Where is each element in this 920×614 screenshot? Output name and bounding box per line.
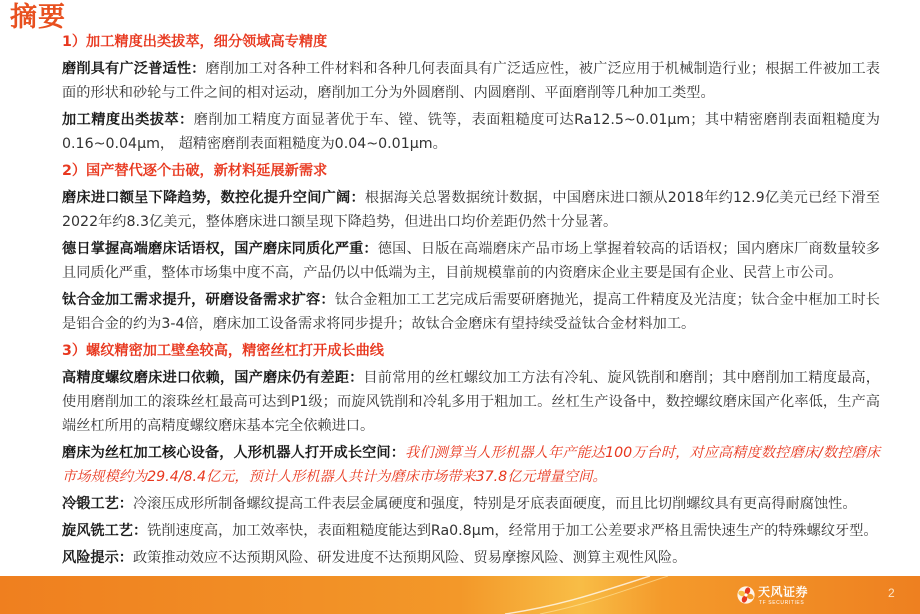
page-number: 2 bbox=[888, 586, 895, 600]
paragraph-text: 政策推动效应不达预期风险、研发进度不达预期风险、贸易摩擦风险、测算主观性风险。 bbox=[132, 550, 687, 566]
paragraph-text: 钛合金粗加工工艺完成后需要研磨抛光，提高工件精度及光洁度；钛合金中框加工时长是铝合金的约为3-4倍，磨床加工设备需求将同步提升；故钛合金磨床有望持续受益钛合金材料加工。 bbox=[62, 292, 880, 332]
paragraph-lead: 旋风铣工艺： bbox=[62, 523, 148, 539]
paragraph-lead: 高精度螺纹磨床进口依赖，国产磨床仍有差距： bbox=[62, 370, 364, 386]
paragraph-import-decline bbox=[62, 186, 880, 234]
paragraph-lead: 冷锻工艺： bbox=[62, 496, 133, 512]
paragraph-text: 德国、日版在高端磨床产品市场上掌握着较高的话语权；国内磨床厂商数量较多且同质化严重，整体市场集中度不高，产品仍以中低端为主，目前规模靠前的内资磨床企业主要是国有企业、民营上市公司。 bbox=[62, 241, 880, 281]
paragraph-precision bbox=[62, 108, 880, 156]
paragraph-lead: 磨床进口额呈下降趋势，数控化提升空间广阔： bbox=[62, 190, 365, 206]
paragraph-text: 铣削速度高，加工效率快，表面粗糙度能达到Ra0.8μm，经常用于加工公差要求严格且需快速生产的特殊螺纹牙型。 bbox=[147, 523, 878, 539]
brand-name-en: TF SECURITIES bbox=[759, 600, 805, 606]
paragraph-lead: 磨床为丝杠加工核心设备，人形机器人打开成长空间： bbox=[62, 445, 405, 461]
paragraph-text: 磨削加工精度方面显著优于车、镗、铣等，表面粗糙度可达Ra12.5~0.01μm；其中精密磨削表面粗糙度为0.16~0.04μm， 超精密磨削表面粗糙度为0.04~0.01μm。 bbox=[62, 112, 880, 152]
summary-content bbox=[62, 30, 880, 573]
paragraph-grinding-universality bbox=[62, 57, 880, 105]
section-heading-2: 2）国产替代逐个击破，新材料延展新需求 bbox=[62, 163, 328, 179]
paragraph-text: 磨削加工对各种工件材料和各种几何表面具有广泛适应性，被广泛应用于机械制造行业；根据工件被加工表面的形状和砂轮与工件之间的相对运动，磨削加工分为外圆磨削、内圆磨削、平面磨削等几种加工类型。 bbox=[62, 61, 880, 101]
paragraph-whirlwind-milling bbox=[62, 519, 880, 543]
brand-name: 天风证券 bbox=[758, 585, 809, 599]
paragraph-lead: 加工精度出类拔萃： bbox=[62, 112, 194, 128]
paragraph-text: 根据海关总署数据统计数据，中国磨床进口额从2018年约12.9亿美元已经下滑至2022年约8.3亿美元，整体磨床进口额呈现下降趋势，但进出口均价差距仍然十分显著。 bbox=[62, 190, 880, 230]
paragraph-cold-forging bbox=[62, 492, 880, 516]
paragraph-lead: 磨削具有广泛普适性： bbox=[62, 61, 206, 77]
paragraph-lead: 风险提示： bbox=[62, 550, 133, 566]
paragraph-lead: 钛合金加工需求提升，研磨设备需求扩容： bbox=[62, 292, 335, 308]
paragraph-titanium bbox=[62, 288, 880, 336]
section-heading-3: 3）螺纹精密加工壁垒较高，精密丝杠打开成长曲线 bbox=[62, 343, 384, 359]
paragraph-thread-grinder-import bbox=[62, 366, 880, 438]
paragraph-germany-japan bbox=[62, 237, 880, 285]
paragraph-text: 目前常用的丝杠螺纹加工方法有冷轧、旋风铣削和磨削；其中磨削加工精度最高，使用磨削加工的滚珠丝杠最高可达到P1级；而旋风铣削和冷轧多用于粗加工。丝杠生产设备中，数控螺纹磨床国产化率低，生产高端丝杠所用的高精度螺纹磨床基本完全依赖进口。 bbox=[62, 370, 880, 434]
paragraph-text: 冷滚压成形所制备螺纹提高工件表层金属硬度和强度，特别是牙底表面硬度，而且比切削螺纹具有更高得耐腐蚀性。 bbox=[132, 496, 857, 512]
paragraph-humanoid-robot bbox=[62, 441, 880, 489]
page-title: 摘要 bbox=[10, 2, 66, 33]
emphasis-text: 我们测算当人形机器人年产能达100万台时，对应高精度数控磨床/数控磨床市场规模约为29.4/8.4亿元，预计人形机器人共计为磨床市场带来37.8亿元增量空间。 bbox=[62, 445, 880, 485]
section-heading-1: 1）加工精度出类拔萃，细分领域高专精度 bbox=[62, 34, 328, 50]
tf-flower-logo-icon bbox=[737, 586, 755, 604]
paragraph-risk-warning bbox=[62, 546, 880, 570]
paragraph-lead: 德日掌握高端磨床话语权，国产磨床同质化严重： bbox=[62, 241, 378, 257]
